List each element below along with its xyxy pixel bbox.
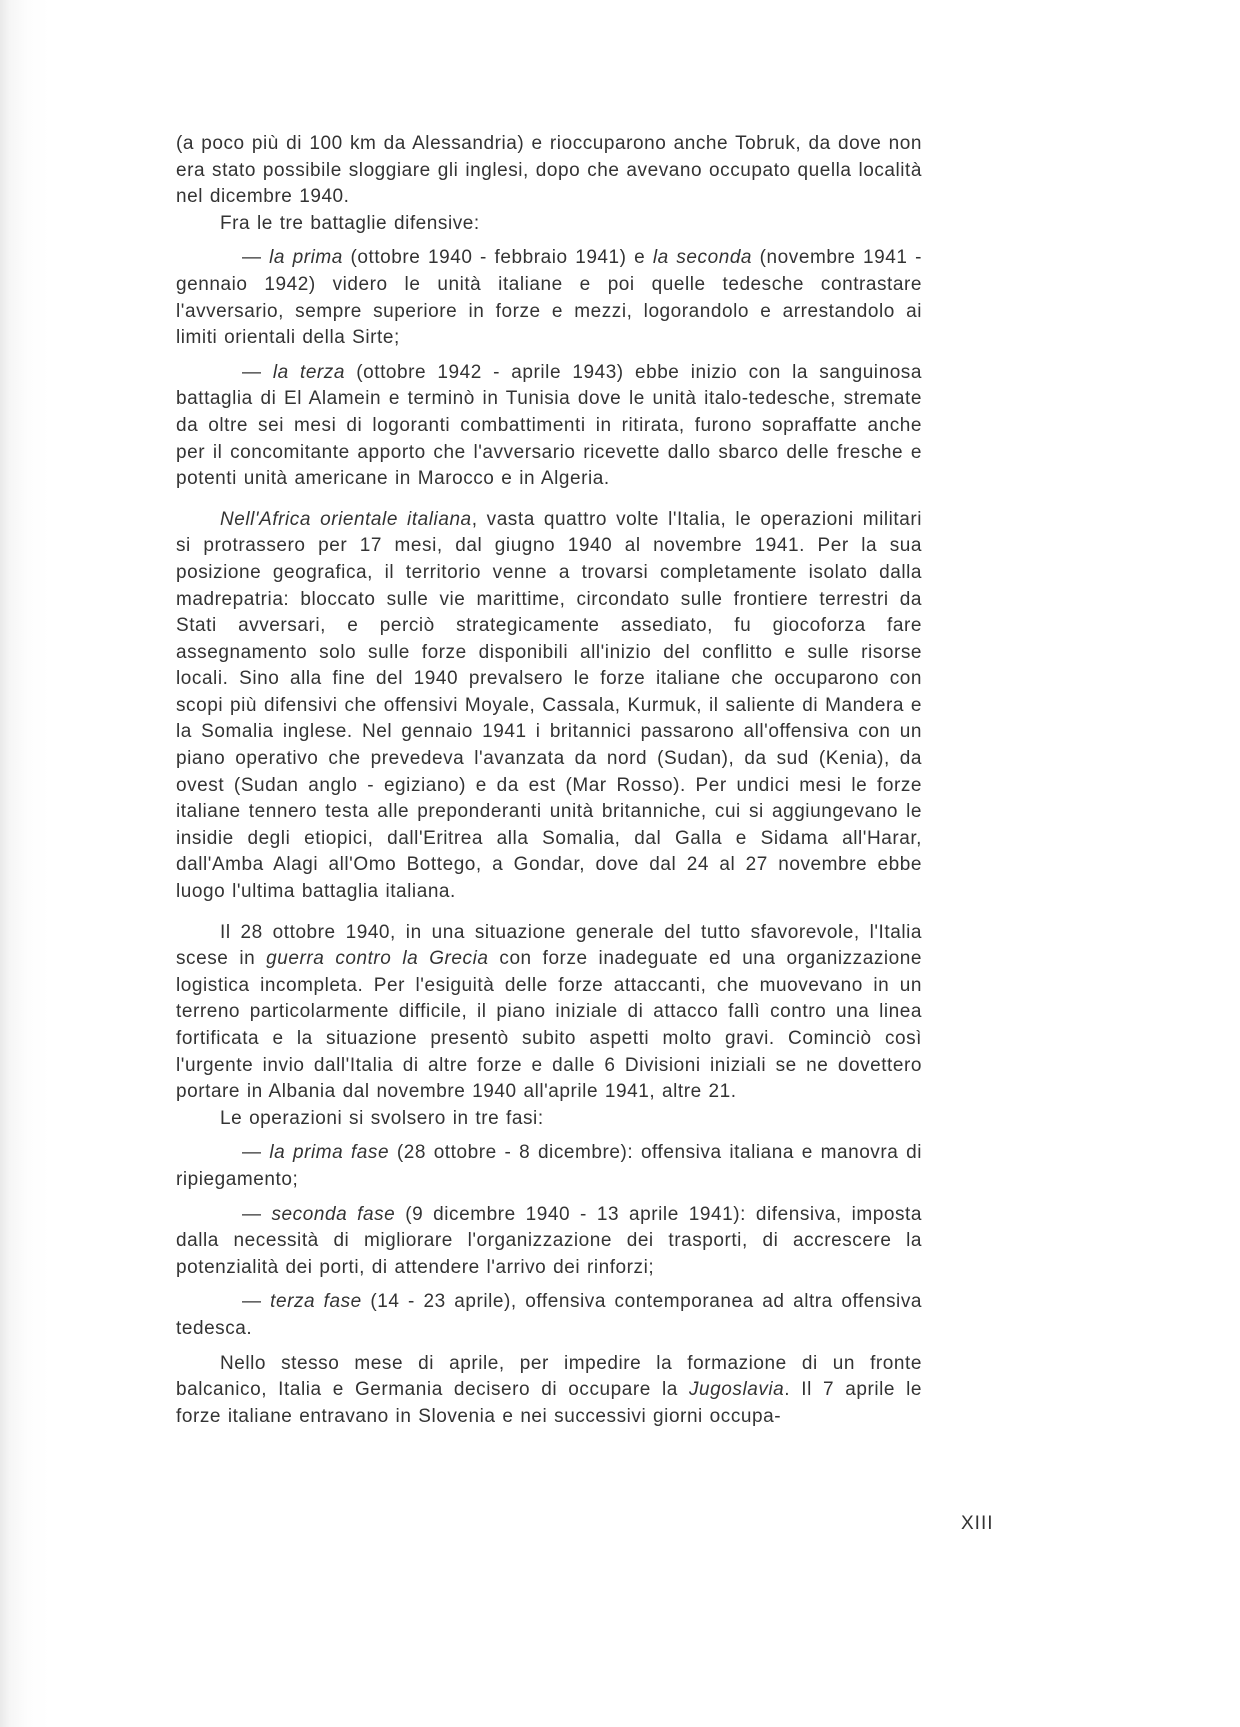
text-run: — (242, 1291, 271, 1313)
paragraph-prima-fase (176, 1140, 922, 1193)
italic-text: la prima (269, 247, 343, 269)
paragraph-terza-battaglia (176, 360, 922, 493)
italic-text: seconda fase (271, 1203, 396, 1225)
text-run: (ottobre 1940 - febbraio 1941) e (342, 247, 653, 269)
paragraph-fasi-intro (176, 1106, 922, 1133)
text-run: (14 - 23 aprile), offensiva contemporanea ad altra offensiva tedesca. (176, 1291, 922, 1339)
text-run: con forze inadeguate ed una organizzazione logistica incompleta. Per l'esiguità delle forze attaccanti, che muovevano in un terreno particolarmente difficile, il piano iniziale di attacco fallì contro una linea fortificata e la situazione presentò subito aspetti molto gravi. Cominciò così l'urgente invio dall'Italia di altre forze e dalle 6 Divisioni iniziali se ne dovettero portare in Albania dal novembre 1940 all'aprile 1941, altre 21. (176, 948, 922, 1103)
paragraph-jugoslavia (176, 1351, 922, 1431)
text-run: Il 28 ottobre 1940, in una situazione generale del tutto sfavorevole, l'Italia scese in (176, 921, 922, 970)
text-run: — (242, 1142, 270, 1164)
text-run: , vasta quattro volte l'Italia, le operazioni militari si protrassero per 17 mesi, dal giugno 1940 al novembre 1941. Per la sua posizione geografica, il territorio venne a trovarsi completamente isolato dalla madrepatria: bloccato sulle vie marittime, circondato sulle frontiere terrestri da Stati avversari, e perciò strategicamente assediato, fu giocoforza fare assegnamento solo sulle forze disponibili all'inizio del conflitto e sulle risorse locali. Sino alla fine del 1940 prevalsero le forze italiane che occuparono con scopi più difensivi che offensivi Moyale, Cassala, Kurmuk, il saliente di Mandera e la Somalia inglese. Nel gennaio 1941 i britannici passarono all'offensiva con un piano operativo che prevedeva l'avanzata da nord (Sudan), da sud (Kenia), da ovest (Sudan anglo - egiziano) e da est (Mar Rosso). Per undici mesi le forze italiane tennero testa alle preponderanti unità britanniche, cui si aggiungevano le insidie degli etiopici, dall'Eritrea alla Somalia, dal Galla e Sidama all'Harar, dall'Amba Alagi all'Omo Bottego, a Gondar, dove dal 24 al 27 novembre ebbe luogo l'ultima battaglia italiana. (176, 508, 923, 903)
text-run: Nello stesso mese di aprile, per impedire la formazione di un fronte balcanico, Italia e Germania decisero di occupare la (176, 1352, 922, 1401)
paragraph-battaglie-difensive-intro (176, 211, 922, 238)
paragraph-grecia (176, 920, 922, 1106)
italic-text: la prima fase (269, 1142, 390, 1164)
paragraph-prima-seconda-battaglia (176, 245, 922, 351)
page-number: XIII (961, 1513, 994, 1534)
paragraph-tobruk (176, 131, 922, 211)
text-run: . Il 7 aprile le forze italiane entravano in Slovenia e nei successivi giorni occupa- (176, 1379, 922, 1427)
text-run: (ottobre 1942 - aprile 1943) ebbe inizio con la sanguinosa battaglia di El Alamein e terminò in Tunisia dove le unità italo-tedesche, stremate da oltre sei mesi di logoranti combattimenti in ritirata, furono sopraffatte anche per il concomitante apporto che l'avversario ricevette dallo sbarco delle fresche e potenti unità americane in Marocco e in Algeria. (176, 361, 922, 490)
italic-text: Jugoslavia (689, 1379, 785, 1401)
paragraph-terza-fase (176, 1289, 922, 1342)
text-run: Fra le tre battaglie difensive: (220, 212, 480, 234)
text-run: (28 ottobre - 8 dicembre): offensiva italiana e manovra di ripiegamento; (176, 1142, 922, 1190)
text-run: — (242, 247, 270, 269)
text-run: (9 dicembre 1940 - 13 aprile 1941): difensiva, imposta dalla necessità di migliorare l'organizzazione dei trasporti, di accrescere la potenzialità dei porti, di attendere l'arrivo dei rinforzi; (176, 1203, 922, 1278)
paragraph-seconda-fase (176, 1202, 922, 1282)
body-text (176, 131, 922, 1430)
text-run: Le operazioni si svolsero in tre fasi: (220, 1107, 544, 1129)
italic-text: la terza (272, 361, 345, 383)
text-run: — (242, 1203, 272, 1225)
italic-text: la seconda (652, 247, 753, 269)
text-run: — (242, 361, 273, 383)
italic-text: Nell'Africa orientale italiana (220, 508, 472, 530)
paragraph-africa-orientale (176, 507, 922, 906)
text-run: (a poco più di 100 km da Alessandria) e rioccuparono anche Tobruk, da dove non era stato possibile sloggiare gli inglesi, dopo che avevano occupato quella località nel dicembre 1940. (176, 133, 922, 208)
text-run: (novembre 1941 - gennaio 1942) videro le unità italiane e poi quelle tedesche contrastare l'avversario, sempre superiore in forze e mezzi, logorandolo e arrestandolo ai limiti orientali della Sirte; (176, 247, 922, 349)
italic-text: terza fase (270, 1291, 362, 1313)
italic-text: guerra contro la Grecia (266, 948, 489, 970)
